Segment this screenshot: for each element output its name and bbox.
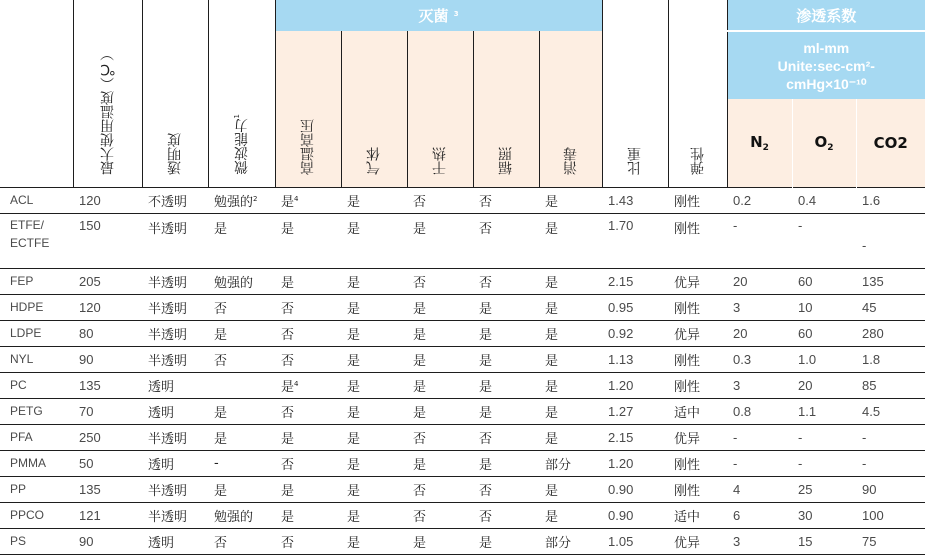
radiation-cell: 否 <box>473 502 539 528</box>
o2-cell: - <box>792 450 856 476</box>
microwave-cell: 否 <box>208 528 275 554</box>
radiation-cell: 是 <box>473 320 539 346</box>
disinfect-cell: 是 <box>539 346 602 372</box>
dry-heat-cell: 是 <box>407 372 473 398</box>
o2-cell: 30 <box>792 502 856 528</box>
co2-cell: 4.5 <box>856 398 925 424</box>
gas-cell: 是 <box>341 502 407 528</box>
transparency-cell: 半透明 <box>142 502 208 528</box>
elasticity-cell: 优异 <box>668 424 727 450</box>
material-cell: HDPE <box>0 294 73 320</box>
radiation-cell: 是 <box>473 346 539 372</box>
material-cell: PETG <box>0 398 73 424</box>
n2-cell: 4 <box>727 476 792 502</box>
disinfect-cell: 是 <box>539 502 602 528</box>
max-temp-cell: 250 <box>73 424 142 450</box>
o2-cell: - <box>792 424 856 450</box>
n2-cell: 3 <box>727 294 792 320</box>
n2-cell: 0.2 <box>727 187 792 213</box>
table-row <box>0 294 925 320</box>
radiation-cell: 是 <box>473 528 539 554</box>
co2-cell: - <box>856 213 925 268</box>
table-row <box>0 424 925 450</box>
table-row <box>0 450 925 476</box>
co2-cell: 135 <box>856 268 925 294</box>
radiation-cell: 是 <box>473 398 539 424</box>
microwave-cell: 是 <box>208 476 275 502</box>
o2-cell: 10 <box>792 294 856 320</box>
radiation-cell: 是 <box>473 450 539 476</box>
gas-cell: 是 <box>341 346 407 372</box>
header-permeability-unit: ml-mm Unite:sec-cm²- cmHg×10⁻¹⁰ <box>727 31 925 99</box>
radiation-cell: 否 <box>473 268 539 294</box>
microwave-cell: 是 <box>208 398 275 424</box>
max-temp-cell: 135 <box>73 372 142 398</box>
dry-heat-cell: 否 <box>407 502 473 528</box>
elasticity-cell: 适中 <box>668 502 727 528</box>
max-temp-cell: 50 <box>73 450 142 476</box>
dry-heat-cell: 是 <box>407 528 473 554</box>
header-microwave: 微波能力$^1$ <box>208 0 275 187</box>
transparency-cell: 不透明 <box>142 187 208 213</box>
co2-cell: - <box>856 424 925 450</box>
header-gas: 气体 <box>341 31 407 187</box>
o2-cell: 15 <box>792 528 856 554</box>
microwave-cell: 勉强的 <box>208 268 275 294</box>
n2-cell: - <box>727 450 792 476</box>
header-radiation: 辐照 <box>473 31 539 187</box>
microwave-cell: - <box>208 450 275 476</box>
specific-gravity-cell: 2.15 <box>602 424 668 450</box>
max-temp-cell: 70 <box>73 398 142 424</box>
o2-cell: 1.1 <box>792 398 856 424</box>
specific-gravity-cell: 1.20 <box>602 372 668 398</box>
disinfect-cell: 是 <box>539 268 602 294</box>
specific-gravity-cell: 2.15 <box>602 268 668 294</box>
specific-gravity-cell: 1.43 <box>602 187 668 213</box>
dry-heat-cell: 否 <box>407 268 473 294</box>
radiation-cell: 是 <box>473 294 539 320</box>
transparency-cell: 半透明 <box>142 346 208 372</box>
elasticity-cell: 优异 <box>668 320 727 346</box>
table-row <box>0 268 925 294</box>
header-max-temp: 最大使用温度（℃） <box>73 0 142 187</box>
header-transparency: 透明度 <box>142 0 208 187</box>
o2-cell: 60 <box>792 320 856 346</box>
material-cell: PS <box>0 528 73 554</box>
dry-heat-cell: 是 <box>407 450 473 476</box>
transparency-cell: 半透明 <box>142 424 208 450</box>
co2-cell: 1.6 <box>856 187 925 213</box>
co2-cell: 45 <box>856 294 925 320</box>
table-row <box>0 346 925 372</box>
disinfect-cell: 是 <box>539 187 602 213</box>
specific-gravity-cell: 0.92 <box>602 320 668 346</box>
transparency-cell: 半透明 <box>142 476 208 502</box>
autoclave-cell: 是 <box>275 213 341 268</box>
table-row <box>0 502 925 528</box>
gas-cell: 是 <box>341 320 407 346</box>
material-cell: NYL <box>0 346 73 372</box>
n2-cell: 3 <box>727 372 792 398</box>
max-temp-cell: 205 <box>73 268 142 294</box>
dry-heat-cell: 否 <box>407 424 473 450</box>
radiation-cell: 否 <box>473 424 539 450</box>
specific-gravity-cell: 1.13 <box>602 346 668 372</box>
dry-heat-cell: 否 <box>407 476 473 502</box>
microwave-cell: 是 <box>208 424 275 450</box>
table-row <box>0 476 925 502</box>
material-cell: FEP <box>0 268 73 294</box>
n2-cell: 0.8 <box>727 398 792 424</box>
transparency-cell: 半透明 <box>142 294 208 320</box>
dry-heat-cell: 否 <box>407 187 473 213</box>
header-autoclave: 高温高压 <box>275 31 341 187</box>
material-cell: PC <box>0 372 73 398</box>
n2-cell: 3 <box>727 528 792 554</box>
elasticity-cell: 刚性 <box>668 346 727 372</box>
max-temp-cell: 120 <box>73 294 142 320</box>
o2-cell: 20 <box>792 372 856 398</box>
autoclave-cell: 否 <box>275 398 341 424</box>
elasticity-cell: 刚性 <box>668 187 727 213</box>
dry-heat-cell: 是 <box>407 294 473 320</box>
autoclave-cell: 是 <box>275 502 341 528</box>
elasticity-cell: 刚性 <box>668 294 727 320</box>
n2-cell: 20 <box>727 320 792 346</box>
autoclave-cell: 否 <box>275 528 341 554</box>
header-elasticity: 弹性 <box>668 0 727 187</box>
n2-cell: 20 <box>727 268 792 294</box>
co2-cell: 1.8 <box>856 346 925 372</box>
material-cell: PPCO <box>0 502 73 528</box>
header-dry-heat: 干热 <box>407 31 473 187</box>
co2-cell: 100 <box>856 502 925 528</box>
specific-gravity-cell: 0.90 <box>602 476 668 502</box>
autoclave-cell: 否 <box>275 346 341 372</box>
autoclave-cell: 是 <box>275 476 341 502</box>
material-cell: LDPE <box>0 320 73 346</box>
autoclave-cell: 是 <box>275 268 341 294</box>
elasticity-cell: 优异 <box>668 528 727 554</box>
co2-cell: 85 <box>856 372 925 398</box>
header-o2: $O_2$ <box>792 99 856 187</box>
o2-cell: 25 <box>792 476 856 502</box>
specific-gravity-cell: 1.05 <box>602 528 668 554</box>
disinfect-cell: 部分 <box>539 528 602 554</box>
autoclave-cell: 是$^4$ <box>275 187 341 213</box>
max-temp-cell: 80 <box>73 320 142 346</box>
gas-cell: 是 <box>341 187 407 213</box>
table-row <box>0 398 925 424</box>
specific-gravity-cell: 1.70 <box>602 213 668 268</box>
table-row <box>0 187 925 213</box>
transparency-cell: 透明 <box>142 372 208 398</box>
o2-cell: 0.4 <box>792 187 856 213</box>
n2-cell: 0.3 <box>727 346 792 372</box>
transparency-cell: 半透明 <box>142 320 208 346</box>
specific-gravity-cell: 0.90 <box>602 502 668 528</box>
disinfect-cell: 是 <box>539 372 602 398</box>
o2-cell: 1.0 <box>792 346 856 372</box>
elasticity-cell: 适中 <box>668 398 727 424</box>
microwave-cell: 否 <box>208 346 275 372</box>
co2-cell: 280 <box>856 320 925 346</box>
microwave-cell: 勉强的$^2$ <box>208 187 275 213</box>
autoclave-cell: 否 <box>275 294 341 320</box>
autoclave-cell: 是 <box>275 424 341 450</box>
header-n2: $N_2$ <box>727 99 792 187</box>
transparency-cell: 半透明 <box>142 268 208 294</box>
elasticity-cell: 刚性 <box>668 450 727 476</box>
o2-cell: - <box>792 213 856 268</box>
material-cell: PP <box>0 476 73 502</box>
disinfect-cell: 是 <box>539 476 602 502</box>
transparency-cell: 半透明 <box>142 213 208 268</box>
microwave-cell: 是 <box>208 320 275 346</box>
dry-heat-cell: 是 <box>407 398 473 424</box>
disinfect-cell: 是 <box>539 320 602 346</box>
elasticity-cell: 刚性 <box>668 476 727 502</box>
max-temp-cell: 135 <box>73 476 142 502</box>
max-temp-cell: 150 <box>73 213 142 268</box>
elasticity-cell: 刚性 <box>668 372 727 398</box>
n2-cell: 6 <box>727 502 792 528</box>
disinfect-cell: 是 <box>539 213 602 268</box>
table-row <box>0 528 925 554</box>
gas-cell: 是 <box>341 528 407 554</box>
table-row <box>0 372 925 398</box>
max-temp-cell: 90 <box>73 528 142 554</box>
autoclave-cell: 否 <box>275 450 341 476</box>
gas-cell: 是 <box>341 294 407 320</box>
dry-heat-cell: 是 <box>407 213 473 268</box>
header-specific-gravity: 比重 <box>602 0 668 187</box>
disinfect-cell: 是 <box>539 424 602 450</box>
header-sterilization-group: 灭菌 $^3$ <box>275 0 602 31</box>
autoclave-cell: 否 <box>275 320 341 346</box>
dry-heat-cell: 是 <box>407 346 473 372</box>
radiation-cell: 是 <box>473 372 539 398</box>
specific-gravity-cell: 1.27 <box>602 398 668 424</box>
autoclave-cell: 是$^4$ <box>275 372 341 398</box>
max-temp-cell: 121 <box>73 502 142 528</box>
table-row <box>0 320 925 346</box>
transparency-cell: 透明 <box>142 450 208 476</box>
o2-cell: 60 <box>792 268 856 294</box>
material-cell: ACL <box>0 187 73 213</box>
gas-cell: 是 <box>341 450 407 476</box>
disinfect-cell: 是 <box>539 398 602 424</box>
gas-cell: 是 <box>341 398 407 424</box>
material-cell: PMMA <box>0 450 73 476</box>
gas-cell: 是 <box>341 476 407 502</box>
material-cell: ETFE/ ECTFE <box>0 213 73 268</box>
radiation-cell: 否 <box>473 213 539 268</box>
specific-gravity-cell: 0.95 <box>602 294 668 320</box>
header-co2: CO2 <box>856 99 925 187</box>
radiation-cell: 否 <box>473 187 539 213</box>
disinfect-cell: 部分 <box>539 450 602 476</box>
gas-cell: 是 <box>341 213 407 268</box>
header-permeability-group: 渗透系数 <box>727 0 925 31</box>
header-disinfect: 消毒 <box>539 31 602 187</box>
co2-cell: 90 <box>856 476 925 502</box>
gas-cell: 是 <box>341 372 407 398</box>
n2-cell: - <box>727 213 792 268</box>
transparency-cell: 透明 <box>142 398 208 424</box>
co2-cell: 75 <box>856 528 925 554</box>
max-temp-cell: 120 <box>73 187 142 213</box>
co2-cell: - <box>856 450 925 476</box>
elasticity-cell: 刚性 <box>668 213 727 268</box>
microwave-cell: 是 <box>208 213 275 268</box>
microwave-cell: 否 <box>208 294 275 320</box>
disinfect-cell: 是 <box>539 294 602 320</box>
elasticity-cell: 优异 <box>668 268 727 294</box>
specific-gravity-cell: 1.20 <box>602 450 668 476</box>
header-material-blank <box>0 0 73 187</box>
gas-cell: 是 <box>341 424 407 450</box>
material-cell: PFA <box>0 424 73 450</box>
table-row <box>0 213 925 268</box>
transparency-cell: 透明 <box>142 528 208 554</box>
max-temp-cell: 90 <box>73 346 142 372</box>
microwave-cell <box>208 372 275 398</box>
n2-cell: - <box>727 424 792 450</box>
gas-cell: 是 <box>341 268 407 294</box>
radiation-cell: 否 <box>473 476 539 502</box>
dry-heat-cell: 是 <box>407 320 473 346</box>
microwave-cell: 勉强的 <box>208 502 275 528</box>
